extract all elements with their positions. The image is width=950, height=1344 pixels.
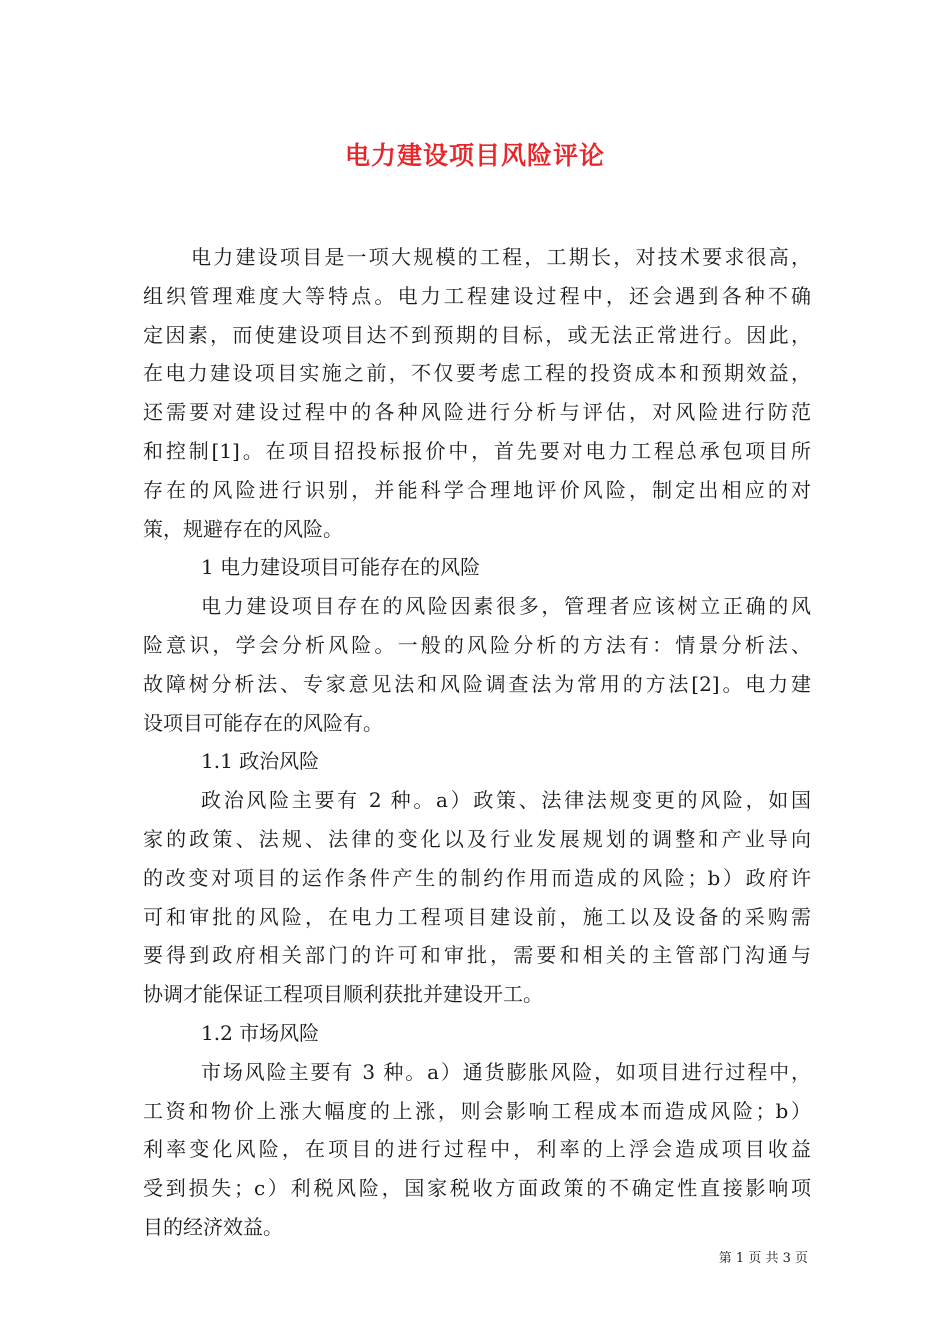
text-line: 要得到政府相关部门的许可和审批，需要和相关的主管部门沟通与 [143, 943, 811, 968]
text-line: 电力建设项目存在的风险因素很多，管理者应该树立正确的风 [201, 594, 811, 619]
text-line: 的改变对项目的运作条件产生的制约作用而造成的风险；b）政府许 [143, 865, 811, 890]
paragraph-intro [143, 238, 811, 548]
text-line: 险意识，学会分析风险。一般的风险分析的方法有：情景分析法、 [143, 632, 811, 657]
text-line: 目的经济效益。 [143, 1214, 283, 1239]
section-heading: 1.1 政治风险 [201, 749, 320, 774]
text-line: 组织管理难度大等特点。电力工程建设过程中，还会遇到各种不确 [143, 283, 811, 308]
text-line: 工资和物价上涨大幅度的上涨，则会影响工程成本而造成风险；b） [143, 1098, 811, 1123]
text-line: 策，规避存在的风险。 [143, 516, 343, 541]
text-line: 电力建设项目是一项大规模的工程，工期长，对技术要求很高， [191, 245, 811, 269]
text-line: 家的政策、法规、法律的变化以及行业发展规划的调整和产业导向 [143, 826, 811, 851]
text-line: 故障树分析法、专家意见法和风险调查法为常用的方法[2]。电力建 [143, 671, 811, 696]
text-line: 市场风险主要有 3 种。a）通货膨胀风险，如项目进行过程中， [201, 1059, 811, 1084]
section-heading: 1 电力建设项目可能存在的风险 [201, 555, 481, 580]
text-line: 还需要对建设过程中的各种风险进行分析与评估，对风险进行防范 [143, 400, 811, 425]
text-line: 设项目可能存在的风险有。 [143, 710, 383, 735]
paragraph-section-1-2 [143, 1053, 811, 1247]
paragraph-section-1 [143, 587, 811, 742]
text-line: 受到损失；c）利税风险，国家税收方面政策的不确定性直接影响项 [143, 1176, 811, 1201]
page-number: 第 1 页 共 3 页 [718, 1251, 808, 1266]
text-line: 可和审批的风险，在电力工程项目建设前，施工以及设备的采购需 [143, 904, 811, 929]
text-line: 在电力建设项目实施之前，不仅要考虑工程的投资成本和预期效益， [143, 361, 811, 386]
document-body [143, 238, 811, 1247]
text-line: 和控制[1]。在项目招投标报价中，首先要对电力工程总承包项目所 [143, 438, 811, 463]
text-line: 利率变化风险，在项目的进行过程中，利率的上浮会造成项目收益 [143, 1137, 811, 1162]
section-heading: 1.2 市场风险 [201, 1020, 320, 1045]
text-line: 定因素，而使建设项目达不到预期的目标，或无法正常进行。因此， [143, 322, 811, 347]
text-line: 存在的风险进行识别，并能科学合理地评价风险，制定出相应的对 [143, 477, 811, 502]
text-line: 协调才能保证工程项目顺利获批并建设开工。 [143, 982, 543, 1007]
document-title: 电力建设项目风险评论 [344, 141, 605, 170]
text-line: 政治风险主要有 2 种。a）政策、法律法规变更的风险，如国 [201, 788, 811, 813]
paragraph-section-1-1 [143, 781, 811, 1014]
